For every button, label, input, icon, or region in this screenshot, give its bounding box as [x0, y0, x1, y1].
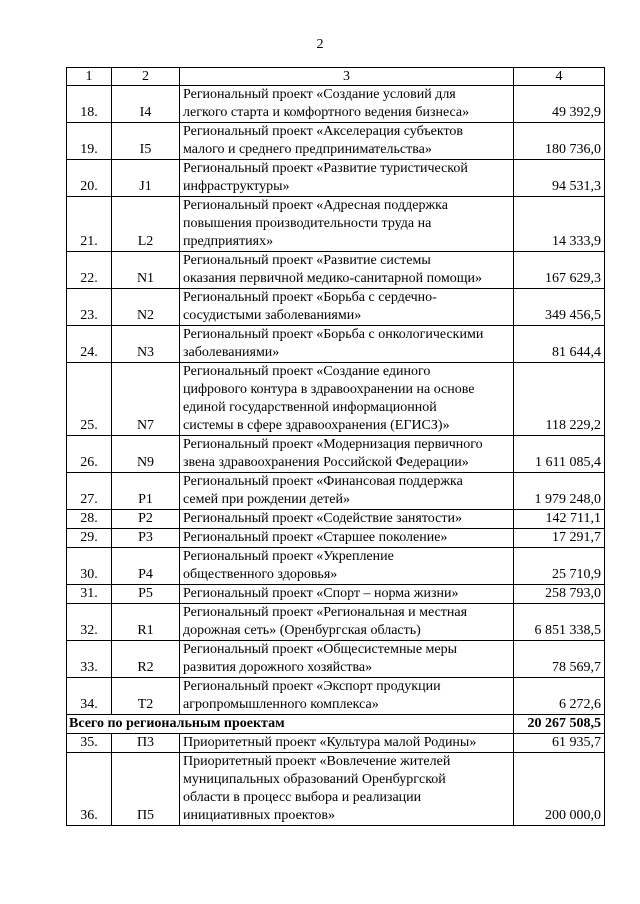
project-name [180, 160, 514, 197]
project-name-line: сосудистыми заболеваниями» [183, 308, 362, 323]
row-number: 33. [67, 641, 112, 678]
project-name [180, 363, 514, 436]
project-code: П5 [112, 753, 180, 826]
table-row [67, 585, 605, 604]
project-name-line: малого и среднего предпринимательства» [183, 142, 432, 157]
project-name-line: заболеваниями» [183, 345, 280, 360]
project-amount: 78 569,7 [514, 641, 605, 678]
row-number: 22. [67, 252, 112, 289]
project-name-line: легкого старта и комфортного ведения бизнеса» [183, 105, 470, 120]
project-name-line: инициативных проектов» [183, 808, 335, 823]
table-row [67, 753, 605, 826]
project-name-line: Приоритетный проект «Вовлечение жителей [183, 754, 451, 769]
project-amount: 142 711,1 [514, 510, 605, 529]
project-code: N1 [112, 252, 180, 289]
project-code: P1 [112, 473, 180, 510]
table-row [67, 678, 605, 715]
project-code: I4 [112, 86, 180, 123]
project-name-line: семей при рождении детей» [183, 492, 350, 507]
project-name-line: области в процесс выбора и реализации [183, 790, 422, 805]
regional-rows [67, 86, 605, 715]
project-amount: 14 333,9 [514, 197, 605, 252]
project-name [180, 678, 514, 715]
table-row [67, 252, 605, 289]
row-number: 28. [67, 510, 112, 529]
project-name-line: Региональный проект «Борьба с онкологическими [183, 327, 484, 342]
table-row [67, 123, 605, 160]
project-code: J1 [112, 160, 180, 197]
project-amount: 349 456,5 [514, 289, 605, 326]
header-col-1: 1 [67, 68, 112, 86]
project-name-line: общественного здоровья» [183, 567, 338, 582]
project-name [180, 289, 514, 326]
total-label: Всего по региональным проектам [67, 715, 514, 734]
project-code: L2 [112, 197, 180, 252]
header-col-2: 2 [112, 68, 180, 86]
project-name-line: Региональный проект «Финансовая поддержка [183, 474, 463, 489]
project-name-line: повышения производительности труда на [183, 216, 432, 231]
row-number: 20. [67, 160, 112, 197]
row-number: 31. [67, 585, 112, 604]
project-name-line: агропромышленного комплекса» [183, 697, 379, 712]
project-name-line: цифрового контура в здравоохранении на основе [183, 382, 475, 397]
project-name-line: Региональный проект «Общесистемные меры [183, 642, 458, 657]
table-row [67, 510, 605, 529]
project-name-line: системы в сфере здравоохранения (ЕГИСЗ)» [183, 418, 450, 433]
table-row [67, 734, 605, 753]
row-number: 26. [67, 436, 112, 473]
table-row [67, 641, 605, 678]
project-amount: 94 531,3 [514, 160, 605, 197]
table-row [67, 289, 605, 326]
project-amount: 1 611 085,4 [514, 436, 605, 473]
project-name [180, 529, 514, 548]
project-name-line: муниципальных образований Оренбургской [183, 772, 446, 787]
project-name [180, 604, 514, 641]
project-amount: 81 644,4 [514, 326, 605, 363]
project-name-line: инфраструктуры» [183, 179, 290, 194]
project-code: T2 [112, 678, 180, 715]
project-name-line: развития дорожного хозяйства» [183, 660, 373, 675]
project-amount: 180 736,0 [514, 123, 605, 160]
table-row [67, 86, 605, 123]
project-name-line: Приоритетный проект «Культура малой Родины» [183, 735, 477, 750]
project-name-line: дорожная сеть» (Оренбургская область) [183, 623, 421, 638]
project-name [180, 548, 514, 585]
page-number: 2 [316, 37, 324, 52]
project-name [180, 252, 514, 289]
table-row [67, 529, 605, 548]
project-name [180, 197, 514, 252]
project-name [180, 123, 514, 160]
project-name-line: Региональный проект «Спорт – норма жизни» [183, 586, 459, 601]
row-number: 32. [67, 604, 112, 641]
project-amount: 167 629,3 [514, 252, 605, 289]
project-name [180, 326, 514, 363]
project-name-line: звена здравоохранения Российской Федерации» [183, 455, 469, 470]
project-code: N7 [112, 363, 180, 436]
project-name-line: Региональный проект «Укрепление [183, 549, 394, 564]
project-code: N9 [112, 436, 180, 473]
row-number: 36. [67, 753, 112, 826]
project-name-line: Региональный проект «Региональная и местная [183, 605, 468, 620]
project-name-line: Региональный проект «Развитие туристической [183, 161, 468, 176]
row-number: 25. [67, 363, 112, 436]
project-name-line: Региональный проект «Адресная поддержка [183, 198, 448, 213]
table-row [67, 326, 605, 363]
row-number: 21. [67, 197, 112, 252]
row-number: 27. [67, 473, 112, 510]
project-name-line: предприятиях» [183, 234, 274, 249]
table-row [67, 604, 605, 641]
project-amount: 17 291,7 [514, 529, 605, 548]
row-number: 18. [67, 86, 112, 123]
row-number: 30. [67, 548, 112, 585]
project-name-line: Региональный проект «Борьба с сердечно- [183, 290, 437, 305]
project-name-line: оказания первичной медико-санитарной помощи» [183, 271, 482, 286]
row-number: 35. [67, 734, 112, 753]
project-name [180, 641, 514, 678]
row-number: 34. [67, 678, 112, 715]
project-code: N2 [112, 289, 180, 326]
table-row [67, 363, 605, 436]
priority-rows [67, 734, 605, 826]
project-name-line: Региональный проект «Модернизация первичного [183, 437, 483, 452]
projects-table [66, 67, 605, 826]
project-amount: 61 935,7 [514, 734, 605, 753]
project-name [180, 436, 514, 473]
project-name [180, 753, 514, 826]
project-code: I5 [112, 123, 180, 160]
project-amount: 6 272,6 [514, 678, 605, 715]
project-name-line: Региональный проект «Старшее поколение» [183, 530, 448, 545]
total-section [67, 715, 605, 734]
project-name [180, 734, 514, 753]
project-name-line: Региональный проект «Развитие системы [183, 253, 431, 268]
project-name-line: Региональный проект «Экспорт продукции [183, 679, 441, 694]
project-code: P2 [112, 510, 180, 529]
row-number: 23. [67, 289, 112, 326]
project-amount: 200 000,0 [514, 753, 605, 826]
project-name [180, 86, 514, 123]
project-amount: 1 979 248,0 [514, 473, 605, 510]
row-number: 29. [67, 529, 112, 548]
project-name-line: Региональный проект «Содействие занятости» [183, 511, 462, 526]
total-amount: 20 267 508,5 [514, 715, 605, 734]
project-code: R1 [112, 604, 180, 641]
project-amount: 258 793,0 [514, 585, 605, 604]
project-name [180, 473, 514, 510]
project-code: P4 [112, 548, 180, 585]
project-code: N3 [112, 326, 180, 363]
project-code: R2 [112, 641, 180, 678]
project-name-line: единой государственной информационной [183, 400, 437, 415]
project-name-line: Региональный проект «Создание единого [183, 364, 431, 379]
project-name [180, 510, 514, 529]
project-code: P3 [112, 529, 180, 548]
row-number: 19. [67, 123, 112, 160]
table-row [67, 160, 605, 197]
total-row [67, 715, 605, 734]
header-row [67, 68, 605, 86]
project-amount: 118 229,2 [514, 363, 605, 436]
project-amount: 6 851 338,5 [514, 604, 605, 641]
table-row [67, 473, 605, 510]
table-row [67, 436, 605, 473]
header-col-4: 4 [514, 68, 605, 86]
project-name [180, 585, 514, 604]
project-name-line: Региональный проект «Создание условий для [183, 87, 456, 102]
header-col-3: 3 [180, 68, 514, 86]
table-row [67, 197, 605, 252]
row-number: 24. [67, 326, 112, 363]
project-code: П3 [112, 734, 180, 753]
project-amount: 49 392,9 [514, 86, 605, 123]
table-row [67, 548, 605, 585]
project-amount: 25 710,9 [514, 548, 605, 585]
project-name-line: Региональный проект «Акселерация субъектов [183, 124, 463, 139]
project-code: P5 [112, 585, 180, 604]
